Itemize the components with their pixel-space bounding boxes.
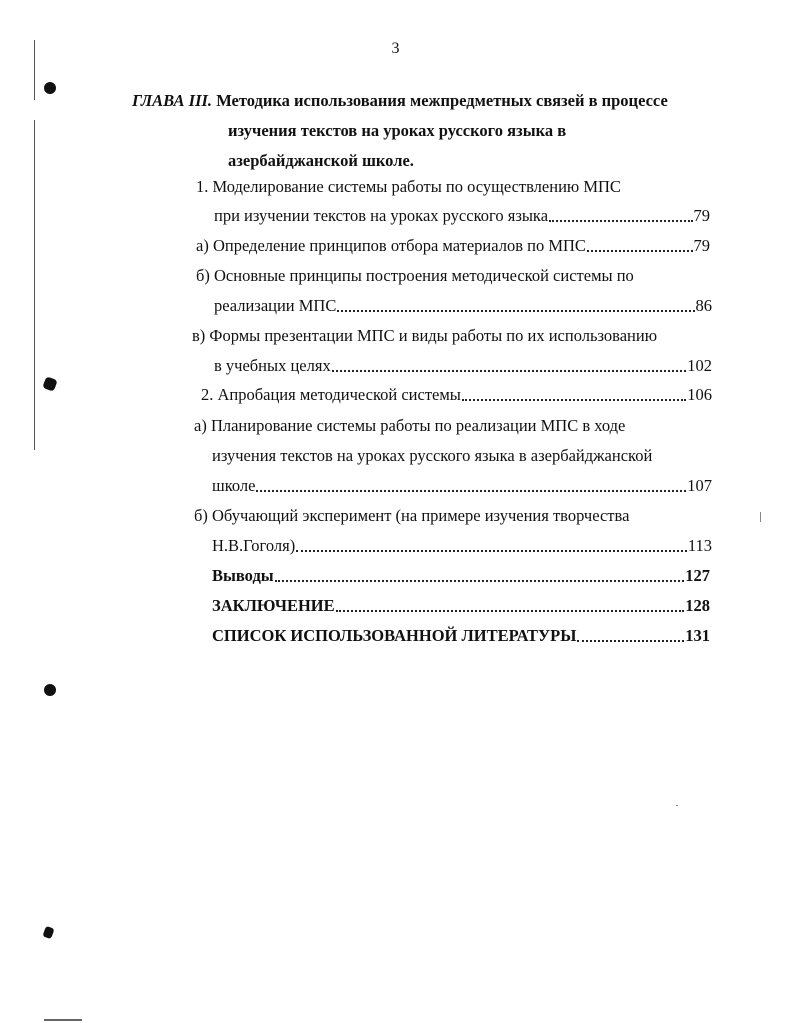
toc-page-ref: 102	[687, 356, 712, 375]
toc-entry[interactable]	[212, 564, 710, 588]
toc-entry-label: школе	[212, 476, 256, 495]
toc-entry[interactable]	[214, 204, 710, 228]
toc-entry[interactable]	[212, 594, 710, 618]
toc-page-ref: 86	[695, 296, 712, 315]
toc-entry-label: СПИСОК ИСПОЛЬЗОВАННОЙ ЛИТЕРАТУРЫ	[212, 626, 577, 645]
toc-entry[interactable]	[201, 383, 712, 407]
toc-page-ref: 128	[685, 596, 710, 615]
toc-entry-label: а) Определение принципов отбора материалов по МПС	[196, 236, 586, 255]
leader-dots	[336, 610, 685, 612]
scan-speck	[760, 512, 761, 522]
scan-edge	[44, 1019, 82, 1021]
leader-dots	[332, 370, 687, 372]
toc-page-ref: 113	[687, 536, 712, 555]
chapter-title: Методика использования межпредметных связей в процессе	[216, 91, 668, 110]
toc-entry-label: 2. Апробация методической системы	[201, 385, 461, 404]
toc-entry[interactable]	[214, 294, 712, 318]
toc-entry[interactable]	[214, 354, 712, 378]
chapter-heading-line	[132, 86, 732, 116]
toc-entry-label: Н.В.Гоголя)	[212, 536, 296, 555]
toc-page-ref: 107	[687, 476, 712, 495]
leader-dots	[296, 550, 687, 552]
leader-dots	[275, 580, 685, 582]
toc-entry[interactable]	[212, 534, 712, 558]
toc-entry[interactable]	[212, 474, 712, 498]
chapter-title-cont: изучения текстов на уроках русского языка в	[228, 121, 567, 140]
leader-dots	[462, 399, 686, 401]
toc-page-ref: 79	[693, 236, 710, 255]
toc-entry-label: Выводы	[212, 566, 274, 585]
toc-entry[interactable]	[196, 234, 710, 258]
leader-dots	[577, 640, 684, 642]
leader-dots	[549, 220, 692, 222]
leader-dots	[256, 490, 686, 492]
toc-item-text: в) Формы презентации МПС и виды работы по их использованию	[192, 326, 658, 345]
binding-hole	[42, 926, 54, 939]
toc-entry-label: ЗАКЛЮЧЕНИЕ	[212, 596, 335, 615]
leader-dots	[587, 250, 693, 252]
toc-entry-label: реализации МПС	[214, 296, 337, 315]
binding-hole	[42, 376, 57, 391]
scan-margin-line	[34, 120, 35, 450]
toc-page-ref: 106	[687, 385, 712, 404]
toc-entry-label: в учебных целях	[214, 356, 331, 375]
binding-hole	[44, 684, 56, 696]
chapter-title-cont: азербайджанской школе.	[228, 151, 414, 170]
toc-item-text: а) Планирование системы работы по реализации МПС в ходе	[194, 416, 626, 435]
page-number: 3	[391, 40, 400, 57]
toc-entry-label: при изучении текстов на уроках русского языка	[214, 206, 549, 225]
scan-speck	[676, 805, 678, 806]
toc-page-ref: 127	[685, 566, 710, 585]
toc-page-ref: 131	[685, 626, 710, 645]
chapter-label: ГЛАВА III.	[132, 91, 213, 110]
leader-dots	[337, 310, 694, 312]
toc-item-text: 1. Моделирование системы работы по осуществлению МПС	[196, 177, 621, 196]
toc-entry[interactable]	[212, 624, 710, 648]
toc-item-text: б) Основные принципы построения методической системы по	[196, 266, 634, 285]
toc-item-text: б) Обучающий эксперимент (на примере изучения творчества	[194, 506, 630, 525]
toc-page-ref: 79	[693, 206, 710, 225]
chapter-heading	[132, 86, 732, 176]
toc-item-text: изучения текстов на уроках русского языка в азербайджанской	[212, 446, 653, 465]
binding-hole	[44, 82, 56, 94]
